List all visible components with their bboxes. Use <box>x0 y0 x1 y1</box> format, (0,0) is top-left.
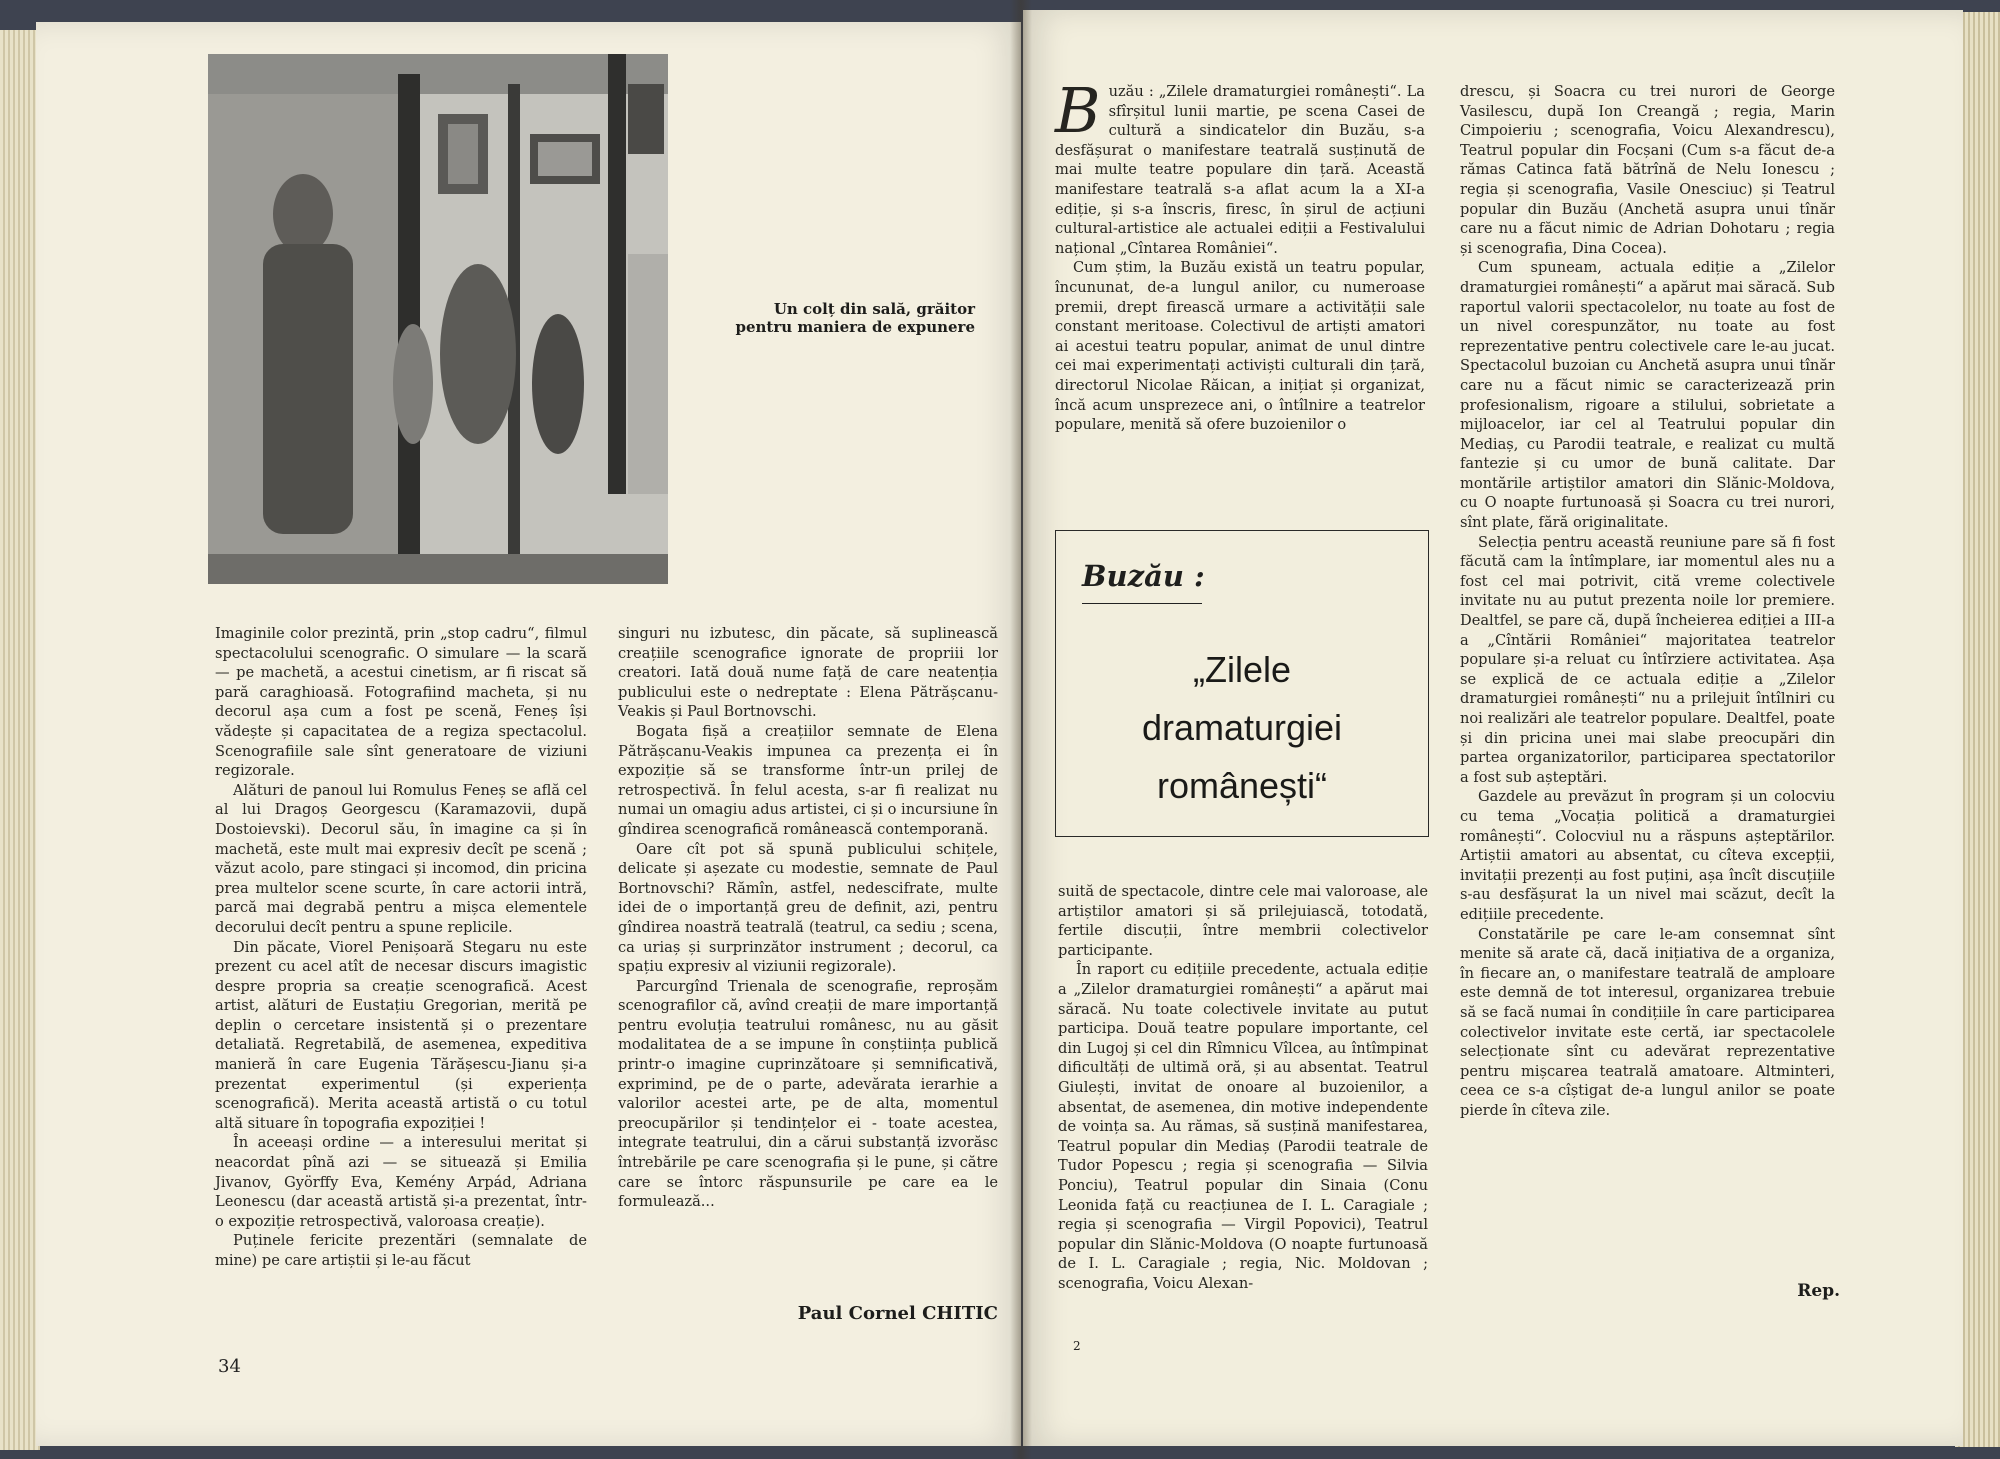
paragraph: Constatările pe care le-am consemnat sînt menite să arate că, dacă inițiativa de a organiza, în fiecare an, o manifestare teatrală de amploare este demnă de tot interesul, organizarea trebuie să se facă numai în condițiile în care participarea colectivelor invitate este certă, iar spectacolele selecționate sînt cu adevărat reprezentative pentru mișcarea teatrală amatoare. Altminteri, ceea ce s-a cîștigat de-a lungul anilor se poate pierde în cîteva zile. <box>1460 925 1835 1119</box>
article-title <box>1056 641 1428 815</box>
place-heading: Buzău : <box>1082 559 1205 593</box>
paragraph: suită de spectacole, dintre cele mai valoroase, ale artiștilor amatori și să prilejuiască, totodată, fertile discuții, între membrii colectivelor participante. <box>1058 883 1428 959</box>
heading-rule <box>1082 603 1202 604</box>
paragraph: Alături de panoul lui Romulus Feneș se află cel al lui Dragoș Georgescu (Karamazovii, după Dostoievski). Decorul său, în imagine ca și în machetă, este mult mai expresiv decît pe scenă ; văzut acolo, pare stingaci și incomod, din pricina prea multelor scene scurte, în care actorii intră, parcă mai degrabă pentru a mișca elementele decorului decît pentru a spune replicile. <box>215 781 587 936</box>
paragraph: Cum știm, la Buzău există un teatru popular, încununat, de-a lungul anilor, cu numeroase premii, drept firească urmare a activității sale constant meritoase. Colectivul de artiști amatori ai acestui teatru popular, animat de unul dintre cei mai experimentați activiști culturali din țară, directorul Nicolae Răican, a inițiat și organizat, încă acum unsprezece ani, o întîlnire a teatrelor populare, menită să ofere buzoienilor o <box>1055 259 1425 434</box>
article-column-2 <box>618 624 998 1212</box>
paragraph: Puținele fericite prezentări (semnalate de mine) pe care artiștii și le-au făcut <box>215 1232 587 1269</box>
page-number-right: 2 <box>1073 1339 1081 1353</box>
article-column-3 <box>1055 74 1425 435</box>
author-signature-rep: Rep. <box>1797 1281 1840 1301</box>
paragraph: Cum spuneam, actuala ediție a „Zilelor dramaturgiei românești“ a apărut mai săracă. Sub raportul valorii spectacolelor, nu toate au fost de un nivel corespunzător, nu toate au fost reprezentative pentru colectivele care le-au jucat. Spectacolul buzoian cu Anchetă asupra unui tînăr care nu a făcut nimic se caracterizează prin profesionalism, rigoare a stilului, sobrietate a mijloacelor, iar cel al Teatrului popular din Mediaș, cu Parodii teatrale, e realizat cu multă fantezie și cu umor de bună calitate. Dar montările artiștilor amatori din Slănic-Moldova, cu O noapte furtunoasă și Soacra cu trei nurori, sînt plate, fără originalitate. <box>1460 259 1835 532</box>
title-line: românești“ <box>1156 765 1328 806</box>
left-page-edges <box>0 30 40 1450</box>
article-title-box <box>1055 530 1429 837</box>
exhibition-photo <box>208 54 668 584</box>
paragraph: singuri nu izbutesc, din păcate, să suplinească creațiile scenografice ignorate de propriii lor creatori. Iată două nume față de care neatenția publicului este o nedreptate : Elena Pătrășcanu-Veakis și Paul Bortnovschi. <box>618 625 998 721</box>
paragraph: Gazdele au prevăzut în program și un colocviu cu tema „Vocația politică a dramaturgiei românești“. Colocviul nu a răspuns așteptărilor. Artiștii amatori au absentat, cu cîteva excepții, invitații prezenți au fost puțini, așa încît discuțiile s-au desfășurat la un nivel mai scăzut, decît la edițiile precedente. <box>1460 788 1835 923</box>
paragraph: uzău : „Zilele dramaturgiei românești“. La sfîrșitul lunii martie, pe scena Casei de cultură a sindicatelor din Buzău, s-a desfășurat o manifestare teatrală susținută de mai multe teatre populare din țară. Această manifestare teatrală s-a aflat acum la a XI-a ediție, și s-a înscris, firesc, în șirul de acțiuni cultural-artistice ale actualei ediții a Festivalului național „Cîntarea României“. <box>1055 83 1425 257</box>
article-column-4 <box>1460 82 1835 1120</box>
book-gutter <box>1010 0 1032 1459</box>
paragraph: Oare cît pot să spună publicului schițele, delicate și așezate cu modestie, semnate de Paul Bortnovschi? Rămîn, astfel, nedescifrate, multe idei de o importanță greu de definit, azi, pentru gîndirea noastră teatrală (teatrul, ca sediu ; scena, ca uriaș și surprinzător instrument ; decorul, ca spațiu expresiv al viziunii regizorale). <box>618 840 998 976</box>
article-column-3-continued <box>1058 882 1428 1293</box>
drop-cap: B <box>1055 74 1101 147</box>
paragraph: Bogata fișă a creațiilor semnate de Elena Pătrășcanu-Veakis impunea ca prezența ei în expoziție să se transforme într-un prilej de retrospectivă. În felul acesta, s-ar fi realizat nu numai un omagiu adus artistei, ci și o incursiune în gîndirea scenografică românească contemporană. <box>618 722 998 838</box>
paragraph: Parcurgînd Trienala de scenografie, reproșăm scenografilor că, avînd creații de mare importanță pentru evoluția teatrului românesc, nu au găsit modalitatea de a se impune în conștiința publică printr-o imagine cuprinzătoare și semnificativă, exprimind, pe de o parte, adevărata ierarhie a valorilor acestei arte, pe de alta, momentul preocupărilor și tendințelor ei - toate acestea, integrate teatrului, din a cărui substanță izvorăsc întrebările pe care scenografia și le pune, și către care se întorc răspunsurile pe care ea le formulează... <box>618 977 998 1211</box>
paragraph: În aceeași ordine — a interesului meritat și neacordat pînă azi — se situează și Emilia Jivanov, Györffy Eva, Kemény Arpád, Adriana Leonescu (dar această artistă și-a prezentat, într-o expoziție retrospectivă, valoroasa creație). <box>215 1134 587 1230</box>
paragraph: drescu, și Soacra cu trei nurori de George Vasilescu, după Ion Creangă ; regia, Marin Cimpoieriu ; scenografia, Voicu Alexandrescu), Teatrul popular din Focșani (Cum s-a făcut de-a rămas Catinca fată bătrînă de Nelu Ionescu ; regia și scenografia, Vasile Onesciuc) și Teatrul popular din Buzău (Anchetă asupra unui tînăr care nu a făcut nimic de Adrian Dohotaru ; regia și scenografia, Dina Cocea). <box>1460 83 1835 257</box>
paragraph: În raport cu edițiile precedente, actuala ediție a „Zilelor dramaturgiei românești“ a apărut mai săracă. Nu toate colectivele invitate au putut participa. Două teatre populare importante, cel din Lugoj și cel din Rîmnicu Vîlcea, au întîmpinat dificultăți de ultimă oră, și au absentat. Teatrul Giulești, invitat de onoare al buzoienilor, a absentat, de asemenea, din motive independente de voința sa. Au rămas, să susțină manifestarea, Teatrul popular din Mediaș (Parodii teatrale de Tudor Popescu ; regia și scenografia — Silvia Ponciu), Teatrul popular din Sinaia (Conu Leonida față cu reacțiunea de I. L. Caragiale ; regia și scenografia — Virgil Popovici), Teatrul popular din Slănic-Moldova (O noapte furtunoasă de I. L. Caragiale ; regia, Nic. Moldovan ; scenografia, Voicu Alexan- <box>1058 961 1428 1292</box>
title-line: dramaturgiei <box>1141 707 1343 748</box>
paragraph: Din păcate, Viorel Penișoară Stegaru nu este prezent cu acel atît de necesar discurs imagistic despre propria sa creație scenografică. Acest artist, alături de Eustațiu Gregorian, merită pe deplin o cercetare insistentă și o prezentare detaliată. Regretabilă, de asemenea, expeditiva manieră în care Eugenia Tărășescu-Jianu și-a prezentat experimentul (și experiența scenografică). Merita această artistă o cu totul altă situare în topografia expoziției ! <box>215 938 587 1132</box>
paragraph: Imaginile color prezintă, prin „stop cadru“, filmul spectacolului scenografic. O simulare — la scară — pe machetă, a acestui cinetism, ar fi riscat să pară caraghioasă. Fotografiind macheta, și nu decorul așa cum a fost pe scenă, Feneș își vădește și capacitatea de a regiza spectacolul. Scenografiile sale sînt generatoare de viziuni regizorale. <box>215 625 587 780</box>
page-number-left: 34 <box>218 1356 241 1377</box>
title-line: „Zilele <box>1192 649 1291 690</box>
photo-caption: Un colț din sală, grăitor pentru maniera de expunere <box>735 300 975 336</box>
article-column-1 <box>215 624 587 1271</box>
paragraph: Selecția pentru această reuniune pare să fi fost făcută cam la întîmplare, iar momentul ales nu a fost cel mai potrivit, cită vreme colectivele invitate nu au putut prezenta noile lor premiere. Dealtfel, se pare că, după încheierea ediției a III-a a „Cîntării României“ majoritatea teatrelor populare și-a reluat cu întîrziere activitatea. Așa se explică de ce actuala ediție a „Zilelor dramaturgiei românești“ nu a prilejuit întîlniri cu noi realizări ale teatrelor populare. Dealtfel, poate și din pricina unei mai slabe preocupări din partea organizatorilor, participarea spectatorilor a fost sub așteptări. <box>1460 533 1835 786</box>
author-signature: Paul Cornel CHITIC <box>797 1303 998 1324</box>
